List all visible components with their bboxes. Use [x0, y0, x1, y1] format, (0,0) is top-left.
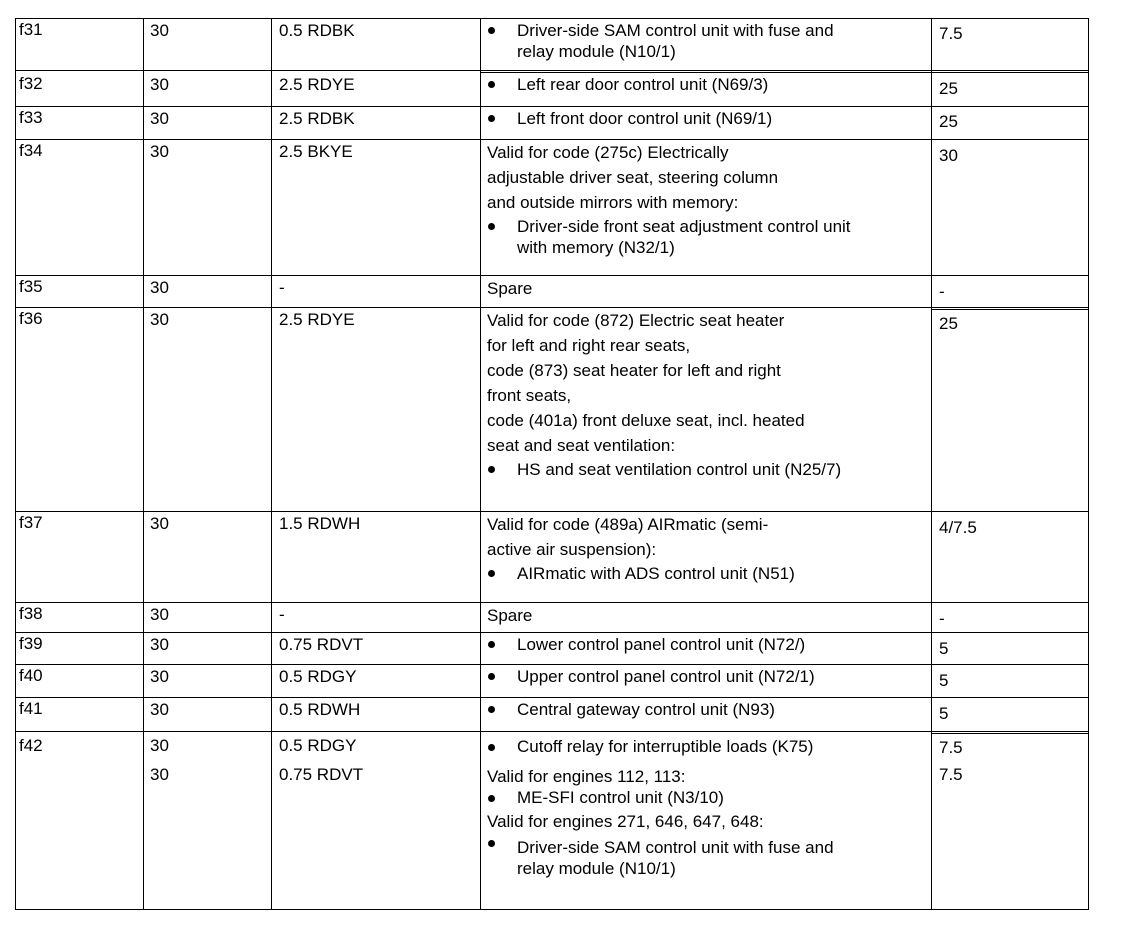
consumer-note: Valid for code (275c) Electrically: [487, 143, 729, 162]
column-divider-3: [480, 18, 481, 910]
terminal-value: 30: [150, 75, 169, 94]
terminal-value: 30: [150, 700, 169, 719]
amperage-value: 5: [939, 639, 949, 658]
consumer-text: Upper control panel control unit (N72/1): [517, 667, 815, 686]
row-divider: [15, 602, 1089, 603]
column-divider-2: [271, 18, 272, 910]
column-divider-4: [931, 18, 932, 910]
wire-value: 0.75 RDVT: [279, 635, 364, 654]
consumer-text: Driver-side SAM control unit with fuse and: [517, 838, 834, 857]
bullet-icon: [488, 81, 495, 88]
table-border-right: [1088, 18, 1089, 910]
amperage-value: -: [939, 282, 945, 301]
bullet-icon: [488, 223, 495, 230]
fuse-id: f31: [19, 20, 43, 39]
row-divider: [15, 70, 1089, 71]
consumer-text: relay module (N10/1): [517, 859, 676, 878]
wire-value: 0.5 RDGY: [279, 736, 357, 755]
bullet-icon: [488, 466, 495, 473]
row-divider: [15, 139, 1089, 140]
terminal-value: 30: [150, 21, 169, 40]
row-divider: [931, 733, 1089, 734]
consumer-note: active air suspension):: [487, 540, 657, 559]
amperage-value: 25: [939, 314, 958, 333]
wire-value: 0.75 RDVT: [279, 765, 364, 784]
bullet-icon: [488, 744, 495, 751]
terminal-value: 30: [150, 667, 169, 686]
consumer-text: Driver-side SAM control unit with fuse and: [517, 21, 834, 40]
bullet-icon: [488, 27, 495, 34]
fuse-id: f41: [19, 699, 43, 718]
terminal-value: 30: [150, 605, 169, 624]
bullet-icon: [488, 840, 495, 847]
amperage-value: 7.5: [939, 24, 963, 43]
consumer-note: Spare: [487, 279, 533, 298]
wire-value: 2.5 RDYE: [279, 75, 355, 94]
wire-value: 1.5 RDWH: [279, 514, 361, 533]
fuse-id: f42: [19, 736, 43, 755]
terminal-value: 30: [150, 765, 169, 784]
consumer-note: Spare: [487, 606, 533, 625]
consumer-text: Central gateway control unit (N93): [517, 700, 775, 719]
amperage-value: -: [939, 609, 945, 628]
wire-value: 0.5 RDBK: [279, 21, 355, 40]
row-divider: [15, 664, 1089, 665]
wire-value: 0.5 RDWH: [279, 700, 361, 719]
row-divider: [15, 697, 1089, 698]
amperage-value: 30: [939, 146, 958, 165]
amperage-value: 25: [939, 112, 958, 131]
terminal-value: 30: [150, 514, 169, 533]
consumer-text: Lower control panel control unit (N72/): [517, 635, 806, 654]
wire-value: 2.5 RDYE: [279, 310, 355, 329]
terminal-value: 30: [150, 635, 169, 654]
amperage-value: 5: [939, 671, 949, 690]
fuse-id: f33: [19, 108, 43, 127]
consumer-note: code (873) seat heater for left and right: [487, 361, 781, 380]
consumer-text: Left front door control unit (N69/1): [517, 109, 773, 128]
row-divider: [15, 511, 1089, 512]
consumer-note: Valid for code (872) Electric seat heater: [487, 311, 785, 330]
consumer-note: adjustable driver seat, steering column: [487, 168, 779, 187]
fuse-id: f39: [19, 634, 43, 653]
row-divider: [15, 307, 1089, 308]
bullet-icon: [488, 115, 495, 122]
consumer-text: relay module (N10/1): [517, 42, 676, 61]
consumer-text: AIRmatic with ADS control unit (N51): [517, 564, 795, 583]
wire-value: 0.5 RDGY: [279, 667, 357, 686]
column-divider-1: [143, 18, 144, 910]
row-divider: [15, 731, 1089, 732]
table-border-left: [15, 18, 16, 910]
consumer-note: code (401a) front deluxe seat, incl. heated: [487, 411, 805, 430]
consumer-note: Valid for engines 112, 113:: [487, 767, 686, 786]
wire-value: -: [279, 278, 285, 297]
bullet-icon: [488, 795, 495, 802]
consumer-text: with memory (N32/1): [517, 238, 675, 257]
consumer-note: front seats,: [487, 386, 572, 405]
wire-value: 2.5 RDBK: [279, 109, 355, 128]
row-divider: [15, 106, 1089, 107]
row-divider: [15, 275, 1089, 276]
amperage-value: 4/7.5: [939, 518, 977, 537]
fuse-id: f34: [19, 141, 43, 160]
terminal-value: 30: [150, 142, 169, 161]
amperage-value: 7.5: [939, 738, 963, 757]
amperage-value: 5: [939, 704, 949, 723]
consumer-text: Driver-side front seat adjustment control unit: [517, 217, 851, 236]
wire-value: -: [279, 605, 285, 624]
bullet-icon: [488, 570, 495, 577]
bullet-icon: [488, 641, 495, 648]
terminal-value: 30: [150, 109, 169, 128]
fuse-id: f38: [19, 604, 43, 623]
consumer-note: seat and seat ventilation:: [487, 436, 676, 455]
fuse-id: f37: [19, 513, 43, 532]
consumer-text: HS and seat ventilation control unit (N25/7): [517, 460, 842, 479]
consumer-note: Valid for code (489a) AIRmatic (semi-: [487, 515, 769, 534]
amperage-value: 7.5: [939, 765, 963, 784]
wire-value: 2.5 BKYE: [279, 142, 353, 161]
row-divider: [15, 18, 1089, 19]
fuse-id: f32: [19, 74, 43, 93]
bullet-icon: [488, 706, 495, 713]
consumer-note: for left and right rear seats,: [487, 336, 691, 355]
fuse-id: f40: [19, 666, 43, 685]
row-divider: [931, 309, 1089, 310]
table-border-bottom: [15, 909, 1089, 910]
fuse-id: f35: [19, 277, 43, 296]
row-divider: [15, 632, 1089, 633]
consumer-note: Valid for engines 271, 646, 647, 648:: [487, 812, 764, 831]
terminal-value: 30: [150, 736, 169, 755]
consumer-text: ME-SFI control unit (N3/10): [517, 788, 724, 807]
consumer-text: Left rear door control unit (N69/3): [517, 75, 769, 94]
amperage-value: 25: [939, 79, 958, 98]
consumer-text: Cutoff relay for interruptible loads (K75): [517, 737, 814, 756]
row-divider: [480, 72, 1089, 73]
fuse-id: f36: [19, 309, 43, 328]
bullet-icon: [488, 673, 495, 680]
consumer-note: and outside mirrors with memory:: [487, 193, 739, 212]
terminal-value: 30: [150, 278, 169, 297]
terminal-value: 30: [150, 310, 169, 329]
